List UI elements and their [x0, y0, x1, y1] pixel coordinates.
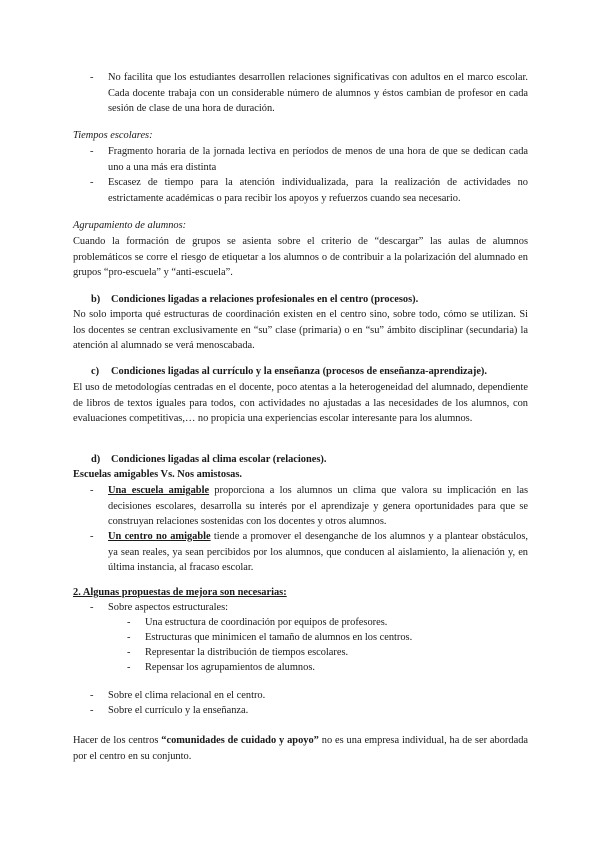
section-b-label: b)	[91, 294, 101, 305]
bullet-dash: -	[127, 662, 131, 673]
bullet-dash: -	[90, 177, 94, 188]
section-b-paragraph: No solo importa qué estructuras de coordinación existen en el centro sino, sobre todo, cómo se utilizan. Si los docentes se centran exclusivamente en “su” clase (primaria) o en “su” ámbito disciplinar (secundaria) la atención al alumnado se verá menoscabada.	[73, 309, 528, 351]
sub-list-item-text: Repensar los agrupamientos de alumnos.	[145, 662, 315, 673]
section-2-heading: 2. Algunas propuestas de mejora son necesarias:	[73, 587, 287, 598]
closing-post: no es una empresa individual, ha de ser abordada por el centro en su conjunto.	[73, 735, 528, 762]
sub-list-item	[127, 660, 527, 676]
list-item	[90, 600, 528, 616]
sub-list-item	[127, 630, 527, 646]
list-item-text	[108, 529, 528, 576]
section-c-heading	[91, 364, 487, 380]
list-item	[90, 144, 528, 175]
list-item	[90, 70, 528, 117]
bullet-dash: -	[90, 602, 94, 613]
bullet-dash: -	[90, 485, 94, 496]
section-b-heading	[91, 292, 418, 308]
section-c-title: Condiciones ligadas al currículo y la enseñanza (procesos de enseñanza-aprendizaje).	[111, 366, 487, 377]
list-item	[90, 703, 528, 719]
list-item	[90, 175, 528, 206]
bullet-dash: -	[90, 531, 94, 542]
list-item	[90, 483, 528, 530]
section-b-title: Condiciones ligadas a relaciones profesionales en el centro (procesos).	[111, 294, 419, 305]
bullet-dash: -	[90, 690, 94, 701]
agrupamiento-paragraph: Cuando la formación de grupos se asienta sobre el criterio de “descargar” las aulas de alumnos problemáticos se corre el riesgo de etiquetar a los alumnos o de contribuir a la polarización del alumnado en grupos “pro-escuela” y “anti-escuela”.	[73, 236, 528, 278]
section-d-title: Condiciones ligadas al clima escolar (relaciones).	[111, 454, 327, 465]
bullet-dash: -	[90, 705, 94, 716]
bullet-dash: -	[90, 72, 94, 83]
bullet-dash: -	[127, 632, 131, 643]
bullet-dash: -	[127, 647, 131, 658]
list-item-text: Fragmento horaria de la jornada lectiva en períodos de menos de una hora de que se dedican cada uno a una más era distinta	[108, 146, 528, 173]
list-item-text: Escasez de tiempo para la atención individualizada, para la realización de actividades no estrictamente académicas o para recibir los apoyos y refuerzos cuando sea necesario.	[108, 177, 528, 204]
section-d-label: d)	[91, 454, 101, 465]
sub-list-item-text: Representar la distribución de tiempos escolares.	[145, 647, 349, 658]
closing-emphasis: “comunidades de cuidado y apoyo”	[161, 735, 319, 746]
list-item-text: Sobre aspectos estructurales:	[108, 602, 229, 613]
bullet-dash: -	[127, 617, 131, 628]
section-c-paragraph: El uso de metodologías centradas en el docente, poco atentas a la heterogeneidad del alumnado, dependiente de libros de textos iguales para todos, con actividades no ajustadas a las necesidades de los alumnos, con evaluaciones competitivas,… no propicia una experiencias escolar interesante para los alumnos.	[73, 382, 528, 424]
list-item	[90, 529, 528, 576]
list-item-lead: Un centro no amigable	[108, 531, 211, 542]
sub-list-item	[127, 615, 527, 631]
agrupamiento-heading: Agrupamiento de alumnos:	[73, 220, 187, 231]
list-item	[90, 688, 528, 704]
list-item-rest: tiende a promover el desenganche de los alumnos y a plantear obstáculos, ya sean reales, ya sean percibidos por los alumnos, que conducen al aislamiento, la alienación y, en última instancia, al fracaso escolar.	[108, 531, 528, 573]
section-c-label: c)	[91, 366, 100, 377]
list-item-rest: proporciona a los alumnos un clima que valora su implicación en las decisiones escolares, desarrolla su interés por el aprendizaje y genera oportunidades para que se construyan relaciones sostenidas con los docentes y otros alumnos.	[108, 485, 528, 527]
list-item-lead: Una escuela amigable	[108, 485, 210, 496]
list-item-text: Sobre el clima relacional en el centro.	[108, 690, 266, 701]
sub-list-item	[127, 645, 527, 661]
section-d-subtitle: Escuelas amigables Vs. Nos amistosas.	[73, 469, 242, 480]
list-item-text	[108, 483, 528, 530]
list-item-text: No facilita que los estudiantes desarrollen relaciones significativas con adultos en el marco escolar. Cada docente trabaja con un considerable número de alumnos y éstos cambian de profesor en cada sesión de clase de una hora de duración.	[108, 72, 528, 114]
list-item-text: Sobre el currículo y la enseñanza.	[108, 705, 249, 716]
closing-pre: Hacer de los centros	[73, 735, 162, 746]
closing-paragraph	[73, 733, 528, 764]
sub-list-item-text: Una estructura de coordinación por equipos de profesores.	[145, 617, 388, 628]
bullet-dash: -	[90, 146, 94, 157]
sub-list-item-text: Estructuras que minimicen el tamaño de alumnos en los centros.	[145, 632, 413, 643]
section-d-heading	[91, 452, 327, 468]
tiempos-heading: Tiempos escolares:	[73, 130, 153, 141]
